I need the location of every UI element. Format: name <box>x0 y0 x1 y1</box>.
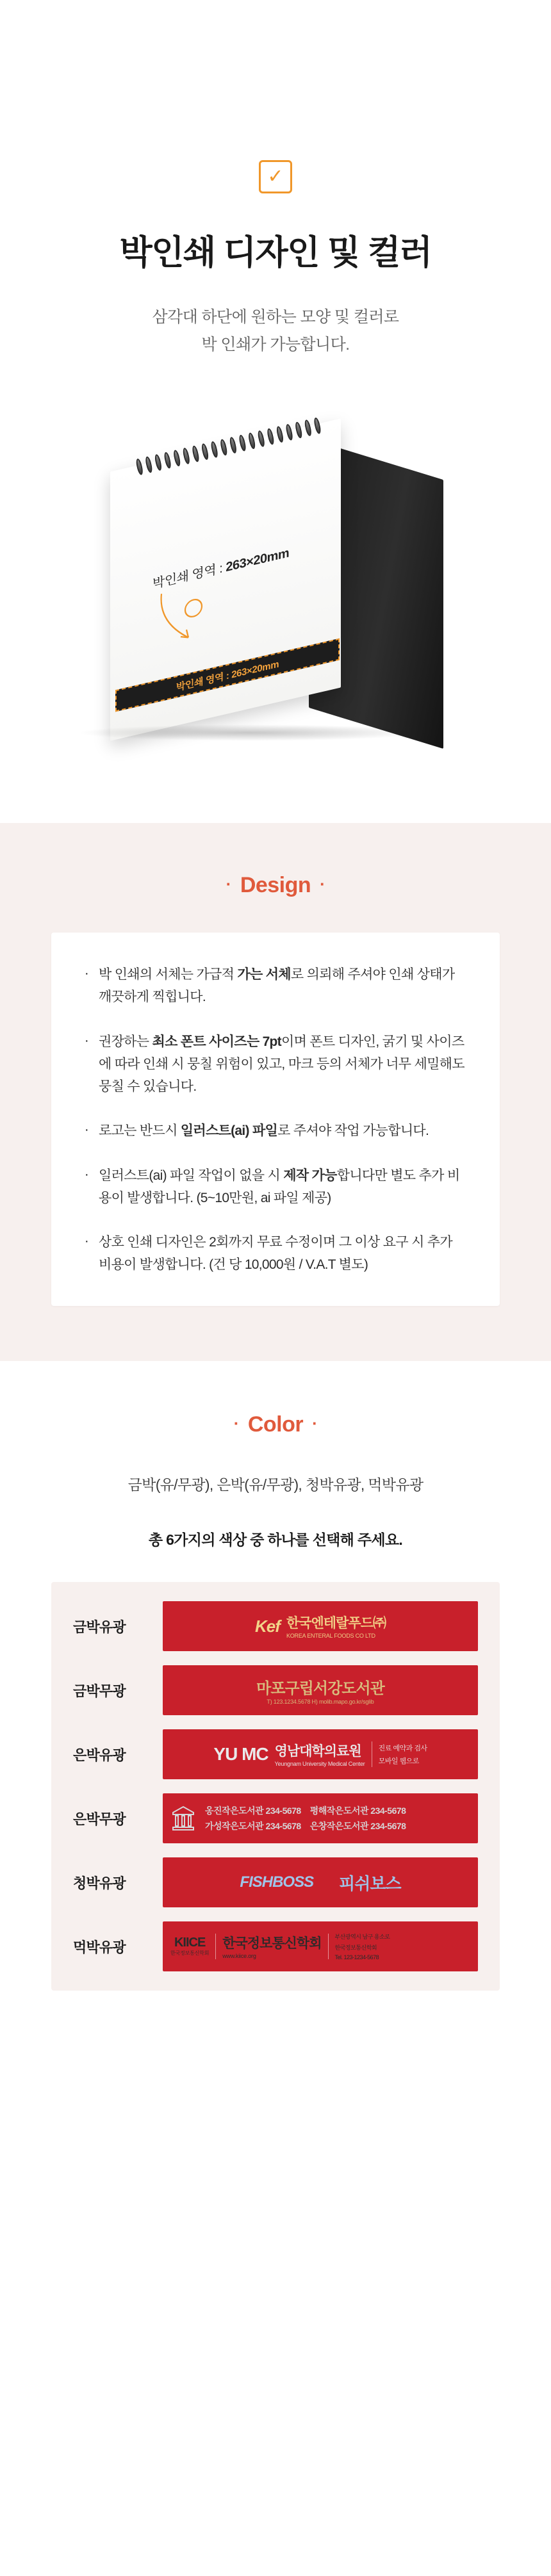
logo-right-text-2: 모바일 웹으로 <box>378 1757 419 1766</box>
swatch-sample-gold-gloss[interactable] <box>163 1601 478 1651</box>
swatch-sample-silver-gloss[interactable] <box>163 1729 478 1779</box>
color-subtitle-line2 <box>0 1527 551 1553</box>
logo-mark: YU MC <box>213 1744 268 1765</box>
bullet-2-post: 이며 폰트 디자인, 굵기 및 사이즈에 따라 인쇄 시 뭉칠 위험이 있고, 마크 등의 서체가 너무 세밀해도 뭉칠 수 있습니다. <box>99 1034 465 1095</box>
table-row <box>73 1601 478 1651</box>
list-item <box>85 963 466 1009</box>
swatch-sample-silver-matte[interactable] <box>163 1793 478 1843</box>
swatch-sample-gold-matte[interactable] <box>163 1665 478 1715</box>
logo-right-text-3: Tel. 123-1234-5678 <box>334 1954 379 1961</box>
bullet-3-pre: 로고는 반드시 <box>99 1123 181 1139</box>
logo-right-text-1: 평해작은도서관 234-5678 <box>309 1806 406 1816</box>
bullet-4-post: 합니다만 별도 추가 비용이 발생합니다. (5~10만원, ai 파일 제공) <box>99 1168 460 1205</box>
design-heading-label: Design <box>240 873 311 897</box>
heading-dot-left: · <box>226 874 231 893</box>
logo-right-text-2: 한국정보통신학회 <box>334 1944 377 1952</box>
divider <box>328 1934 329 1959</box>
bullet-dot-icon: · <box>85 1033 88 1048</box>
table-row <box>73 1729 478 1779</box>
logo-sub-text: Yeungnam University Medical Center <box>274 1761 365 1768</box>
design-notes-card <box>51 933 500 1306</box>
divider <box>215 1934 216 1959</box>
logo-sub-text: T) 123.1234.5678 H) molib.mapo.go.kr/sglib <box>267 1698 374 1705</box>
swatch-sample-black-gloss[interactable] <box>163 1921 478 1971</box>
photo-shadow <box>77 724 423 741</box>
swatch-label-gold-gloss: 금박유광 <box>73 1618 126 1635</box>
table-row <box>73 1793 478 1843</box>
swatch-label-gold-matte: 금박무광 <box>73 1683 126 1699</box>
color-heading-label: Color <box>247 1412 304 1437</box>
color-subtitle-line1: 금박(유/무광), 은박(유/무광), 청박유광, 먹박유광 <box>127 1476 424 1493</box>
bullet-2-pre: 권장하는 <box>99 1034 152 1049</box>
logo-mark: FISHBOSS <box>240 1873 314 1891</box>
list-item <box>85 1120 466 1142</box>
swatch-label-blue-gloss: 청박유광 <box>73 1875 126 1891</box>
design-heading <box>0 873 551 898</box>
product-photo <box>51 394 500 753</box>
hero-subtitle-line1: 삼각대 하단에 원하는 모양 및 컬러로 <box>152 308 399 326</box>
bullet-3-strong: 일러스트(ai) 파일 <box>180 1123 278 1139</box>
swatch-label-silver-matte: 은박무광 <box>73 1811 126 1827</box>
logo-right-text-2: 은창작은도서관 234-5678 <box>309 1821 406 1832</box>
logo-mark: Kef <box>255 1616 280 1636</box>
swatch-label-silver-gloss: 은박유광 <box>73 1747 126 1763</box>
foil-strip-text: 박인쇄 영역 : 263×20mm <box>176 658 279 694</box>
color-section <box>0 1361 551 2055</box>
bullet-dot-icon: · <box>85 1167 88 1182</box>
logo-mark: KIICE <box>174 1936 206 1950</box>
swatch-label-black-gloss: 먹박유광 <box>73 1939 126 1955</box>
hero-section <box>0 0 551 823</box>
table-row <box>73 1857 478 1907</box>
table-row <box>73 1665 478 1715</box>
calendar-stand-illustration <box>96 432 455 733</box>
logo-main-text: 피쉬보스 <box>339 1873 401 1893</box>
color-subtitle-line2-strong: 총 6가지의 색상 중 하나를 선택해 주세요. <box>148 1531 403 1548</box>
logo-main-text: 영남대학의료원 <box>274 1744 361 1759</box>
arrow-pointer-icon <box>155 577 213 661</box>
logo-main-text: 한국정보통신학회 <box>222 1936 322 1952</box>
table-row <box>73 1921 478 1971</box>
bullet-dot-icon: · <box>85 1234 88 1249</box>
hero-subtitle-line2: 박 인쇄가 가능합니다. <box>201 336 350 354</box>
heading-dot-right: · <box>312 1413 318 1433</box>
bullet-1-post: 로 의뢰해 주셔야 인쇄 상태가 깨끗하게 찍힙니다. <box>99 967 455 1005</box>
bullet-dot-icon: · <box>85 966 88 981</box>
list-item <box>85 1031 466 1098</box>
color-swatch-table <box>51 1582 500 1991</box>
bullet-4-pre: 일러스트(ai) 파일 작업이 없을 시 <box>99 1168 284 1183</box>
page-title: 박인쇄 디자인 및 컬러 <box>119 234 432 272</box>
bullet-3-post: 로 주셔야 작업 가능합니다. <box>277 1123 429 1139</box>
swatch-sample-blue-gloss[interactable] <box>163 1857 478 1907</box>
logo-main-text: 옹진작은도서관 234-5678 <box>205 1806 301 1816</box>
bullet-1-pre: 박 인쇄의 서체는 가급적 <box>99 967 238 982</box>
logo-main-text: 한국엔테랄푸드㈜ <box>286 1616 386 1631</box>
heading-dot-right: · <box>320 874 325 893</box>
list-item <box>85 1231 466 1276</box>
foil-area-value: 263×20mm <box>226 546 290 575</box>
bullet-1-strong: 가는 서체 <box>237 967 291 982</box>
foil-area-label: 박인쇄 영역 : <box>152 560 226 592</box>
logo-right-text-1: 부산광역시 남구 용소로 <box>334 1934 390 1941</box>
heading-dot-left: · <box>233 1413 239 1433</box>
logo-main-text-2: 가성작은도서관 234-5678 <box>205 1821 301 1832</box>
logo-main-text: 마포구립서강도서관 <box>256 1679 384 1697</box>
logo-right-text-1: 진료 예약과 검사 <box>378 1745 427 1753</box>
design-section <box>0 823 551 1361</box>
logo-sub-text: www.kiice.org <box>222 1953 256 1960</box>
bullet-5-text: 상호 인쇄 디자인은 2회까지 무료 수정이며 그 이상 요구 시 추가 비용이 발생합니다. (건 당 10,000원 / V.A.T 별도) <box>99 1235 452 1273</box>
bullet-4-strong: 제작 가능 <box>283 1168 337 1183</box>
bullet-dot-icon: · <box>85 1123 88 1137</box>
logo-sub-text: KOREA ENTERAL FOODS CO LTD <box>286 1633 375 1640</box>
list-item <box>85 1164 466 1210</box>
color-heading <box>0 1412 551 1437</box>
bullet-2-strong: 최소 폰트 사이즈는 7pt <box>152 1034 281 1049</box>
logo-left-sub-text: 한국정보통신학회 <box>170 1950 210 1957</box>
library-building-icon <box>170 1804 196 1832</box>
checkbox-checked-icon: ✓ <box>259 160 292 193</box>
